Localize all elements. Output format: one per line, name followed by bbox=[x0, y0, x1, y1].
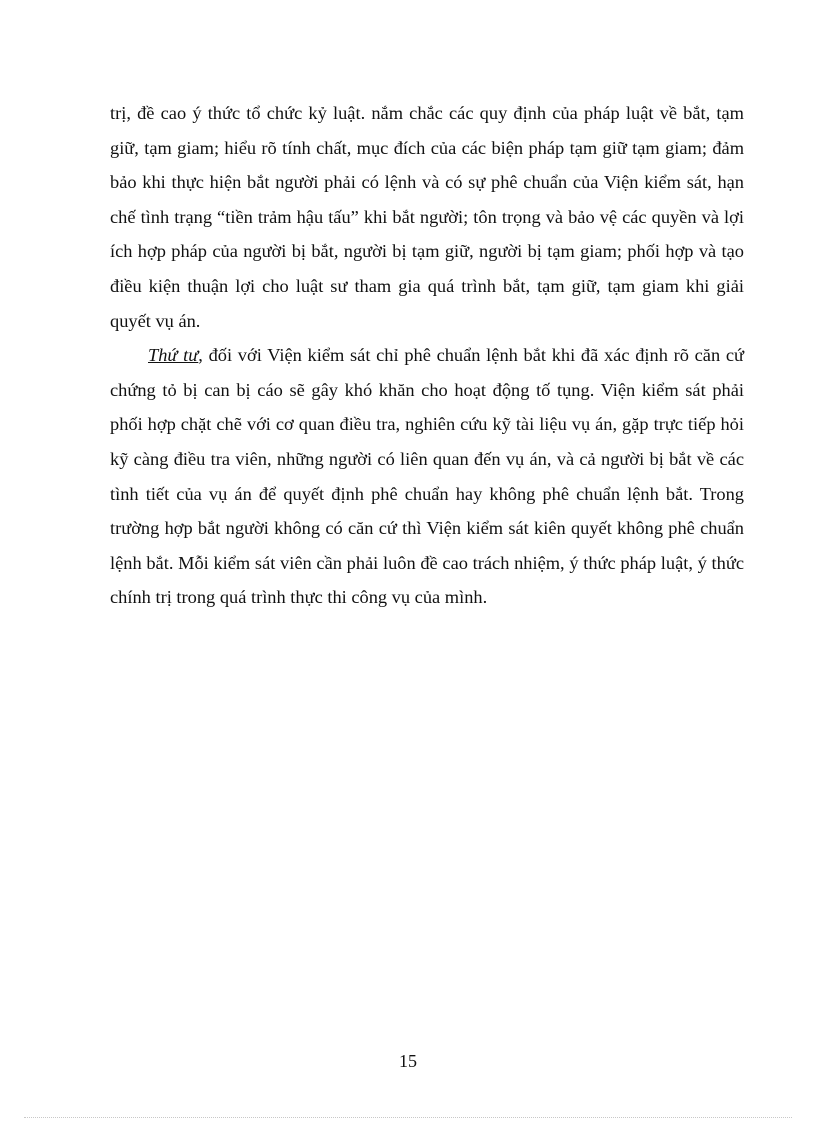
paragraph-continuation bbox=[110, 96, 744, 338]
document-body bbox=[110, 96, 744, 615]
paragraph-lead-term: Thứ tư bbox=[148, 345, 199, 366]
paragraph-thu-tu bbox=[110, 338, 744, 615]
page-number: 15 bbox=[399, 1051, 417, 1071]
page-bottom-divider bbox=[24, 1117, 792, 1118]
paragraph-text: trị, đề cao ý thức tổ chức kỷ luật. nắm chắc các quy định của pháp luật về bắt, tạm giữ, tạm giam; hiểu rõ tính chất, mục đích của các biện pháp tạm giữ tạm giam; đảm bảo khi thực hiện bắt người phải có lệnh và có sự phê chuẩn của Viện kiểm sát, hạn chế tình trạng “tiền trảm hậu tấu” khi bắt người; tôn trọng và bảo vệ các quyền và lợi ích hợp pháp của người bị bắt, người bị tạm giữ, người bị tạm giam; phối hợp và tạo điều kiện thuận lợi cho luật sư tham gia quá trình bắt, tạm giữ, tạm giam khi giải quyết vụ án. bbox=[110, 103, 744, 331]
paragraph-text: , đối với Viện kiểm sát chỉ phê chuẩn lệnh bắt khi đã xác định rõ căn cứ chứng tỏ bị can bị cáo sẽ gây khó khăn cho hoạt động tố tụng. Viện kiểm sát phải phối hợp chặt chẽ với cơ quan điều tra, nghiên cứu kỹ tài liệu vụ án, gặp trực tiếp hỏi kỹ càng điều tra viên, những người có liên quan đến vụ án, và cả người bị bắt về các tình tiết của vụ án để quyết định phê chuẩn hay không phê chuẩn lệnh bắt. Trong trường hợp bắt người không có căn cứ thì Viện kiểm sát kiên quyết không phê chuẩn lệnh bắt. Mỗi kiểm sát viên cần phải luôn đề cao trách nhiệm, ý thức pháp luật, ý thức chính trị trong quá trình thực thi công vụ của mình. bbox=[110, 345, 744, 608]
